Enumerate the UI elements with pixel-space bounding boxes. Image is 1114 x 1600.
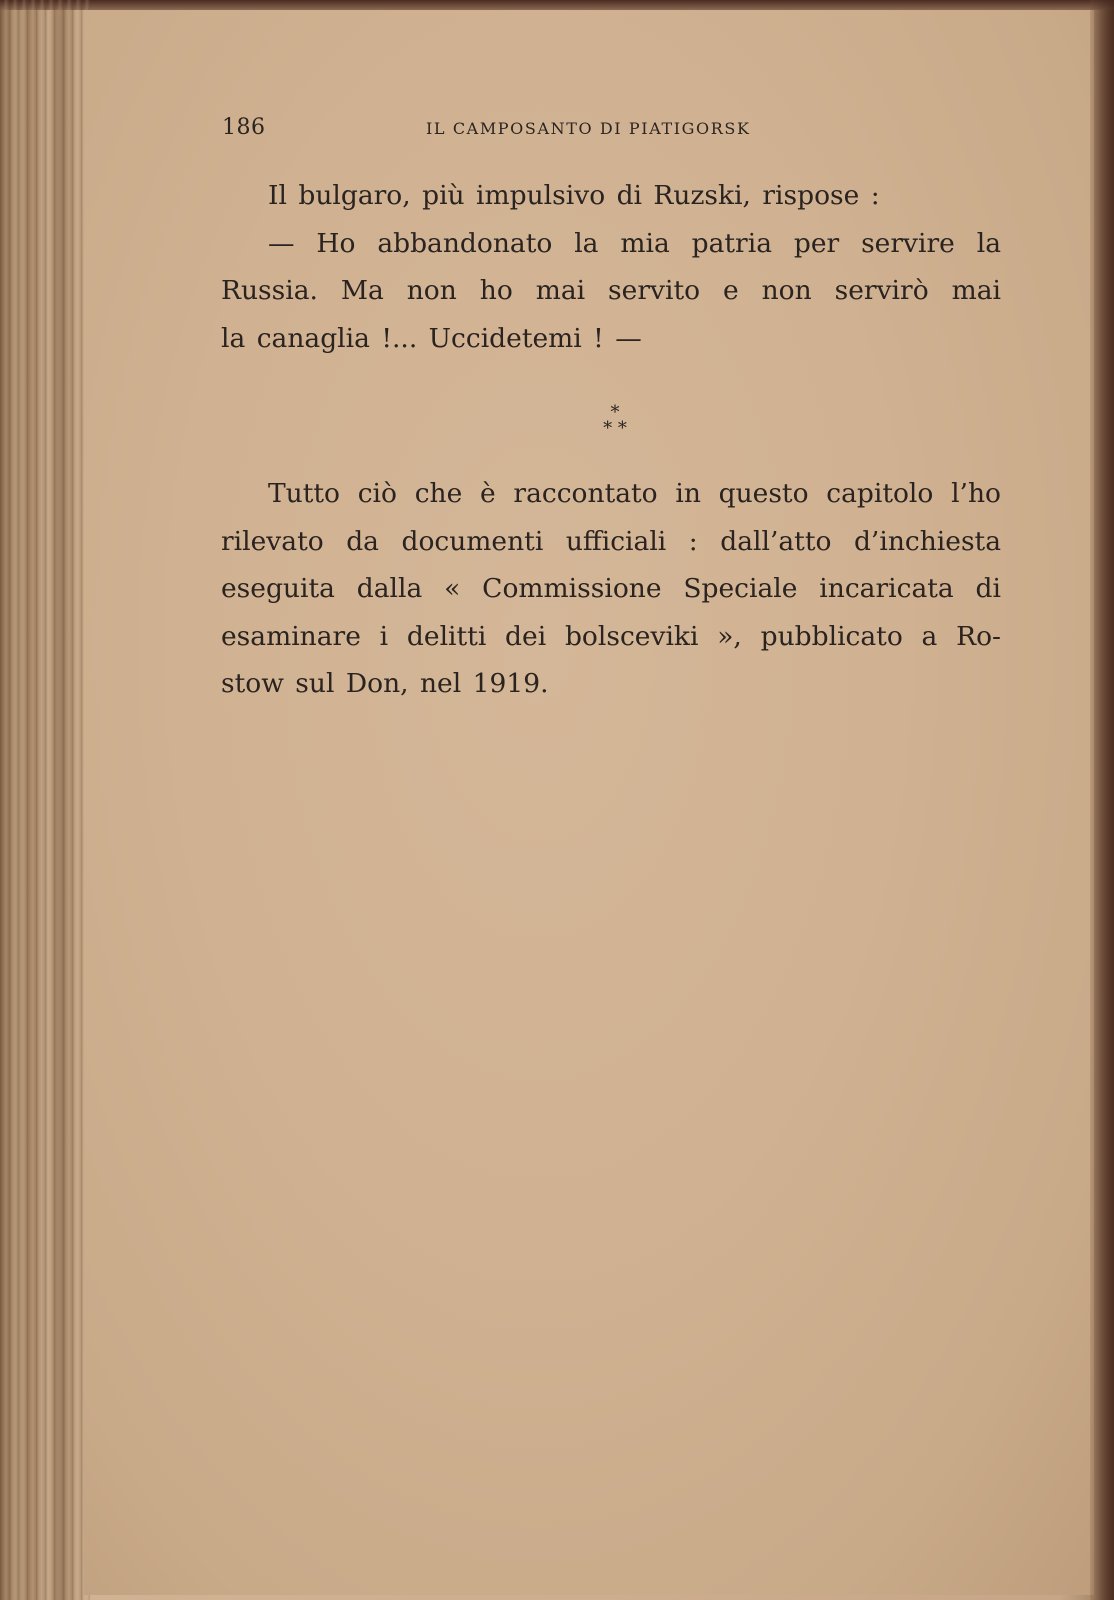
book-right-edge	[1090, 0, 1114, 1600]
asterism-separator	[590, 402, 640, 439]
text-line: rilevato da documenti ufficiali : dall’atto d’inchiesta	[221, 525, 1001, 557]
asterism-top: *	[610, 402, 620, 423]
text-line: Il bulgaro, più impulsivo di Ruzski, rispose :	[268, 180, 880, 211]
page-number: 186	[222, 115, 266, 140]
page-header	[222, 115, 822, 145]
text-line: esaminare i delitti dei bolsceviki », pubblicato a Ro-	[221, 620, 1001, 652]
text-line: Tutto ciò che è raccontato in questo capitolo l’ho	[268, 478, 1001, 509]
text-line: — Ho abbandonato la mia patria per servire la	[268, 227, 1001, 259]
book-top-edge	[0, 0, 1114, 10]
text-line: stow sul Don, nel 1919.	[221, 668, 549, 699]
paragraph-1	[221, 172, 1001, 362]
page-stack-edge	[0, 0, 90, 1600]
text-line: Russia. Ma non ho mai servito e non servirò mai	[221, 275, 1001, 306]
text-line: la canaglia !... Uccidetemi ! —	[221, 322, 642, 354]
asterism-bottom: * *	[603, 418, 627, 439]
text-line: eseguita dalla « Commissione Speciale incaricata di	[221, 573, 1001, 604]
running-head: IL CAMPOSANTO DI PIATIGORSK	[426, 119, 751, 138]
paragraph-2	[221, 470, 1001, 708]
